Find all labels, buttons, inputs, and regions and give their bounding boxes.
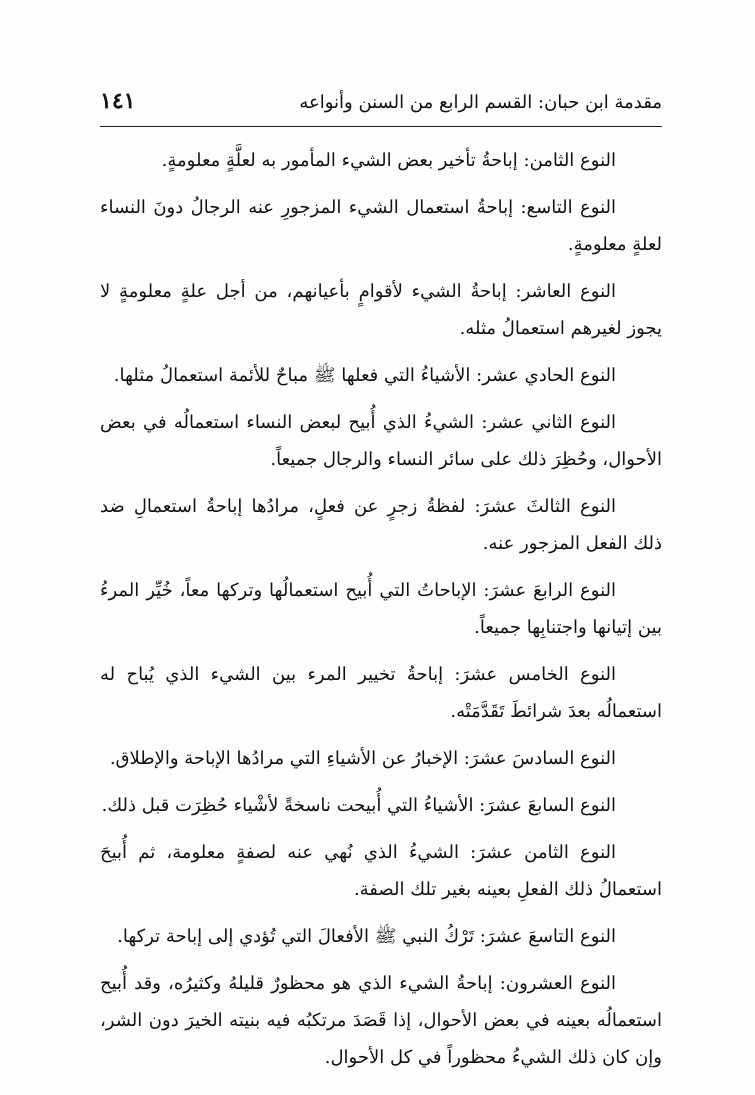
paragraph: النوع التاسع: إباحةُ استعمال الشيء المزجورِ عنه الرجالُ دونَ النساء لعلةٍ معلومةٍ. — [100, 197, 662, 255]
header-rule — [100, 126, 662, 127]
body-text — [100, 142, 662, 1086]
page-number: ١٤١ — [100, 88, 136, 114]
paragraph: النوع الحادي عشر: الأشياءُ التي فعلها ﷺ مباحٌ للأئمة استعمالُ مثلها. — [113, 365, 616, 386]
paragraph: النوع الثامن عشرَ: الشيءُ الذي نُهي عنه لصفةٍ معلومة، ثم أُبيحَ استعمالُ ذلك الفعلِ بعينه بغير تلك الصفة. — [100, 842, 662, 900]
paragraph: النوع الثاني عشر: الشيءُ الذي أُبيح لبعض النساء استعمالُه في بعض الأحوال، وحُظِرَ ذلك على سائر النساء والرجال جميعاً. — [100, 412, 662, 470]
paragraph: النوع الرابعَ عشرَ: الإباحاتُ التي أُبيح استعمالُها وتركها معاً، خُيِّر المرءُ بين إتيانها واجتنابِها جميعاً. — [100, 580, 662, 638]
page-header — [100, 88, 662, 124]
paragraph: النوع الخامس عشرَ: إباحةُ تخيير المرء بين الشيء الذي يُباح له استعمالُه بعدَ شرائطَ تَقَدَّمَتْه. — [100, 664, 662, 722]
paragraph: النوع العاشر: إباحةُ الشيء لأقوامٍ بأعيانهم، من أجل علةٍ معلومةٍ لا يجوز لغيرهم استعمالُ مثله. — [100, 281, 662, 339]
paragraph: النوع الثامن: إباحةُ تأخير بعض الشيء المأمور به لعلَّةٍ معلومةٍ. — [161, 150, 616, 171]
paragraph: النوع السابعَ عشرَ: الأشياءُ التي أُبيحت ناسخةً لأشْياء حُظِرَت قبل ذلك. — [101, 795, 616, 816]
paragraph: النوع الثالثَ عشرَ: لفظةُ زجرٍ عن فعلٍ، مرادُها إباحةُ استعمالِ ضد ذلك الفعل المزجور عنه. — [100, 496, 662, 554]
running-head: مقدمة ابن حبان: القسم الرابع من السنن وأنواعه — [299, 92, 662, 113]
paragraph: النوع التاسعَ عشرَ: تَرْكُ النبي ﷺ الأفعالَ التي تُؤدي إلى إباحة تركها. — [117, 926, 616, 947]
paragraph: النوع السادسَ عشرَ: الإخبارُ عن الأشياءِ التي مرادُها الإباحة والإطلاق. — [109, 748, 616, 769]
paragraph: النوع العشرون: إباحةُ الشيء الذي هو محظورٌ قليلهُ وكثيرُه، وقد أُبيح استعمالُه بعينه في بعض الأحوال، إذا قَصَدَ مرتكبُه فيه بنيته الخيرَ دون الشر، وإن كان ذلك الشيءُ محظوراً في كل الأحوال. — [100, 973, 662, 1068]
